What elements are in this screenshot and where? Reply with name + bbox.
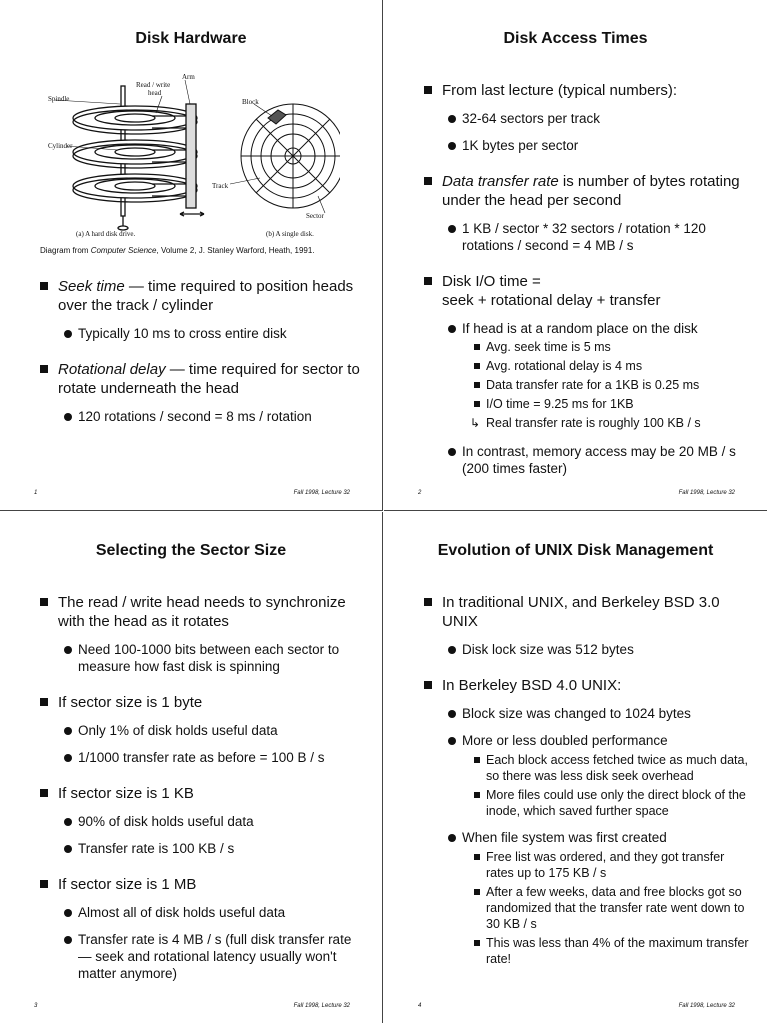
slide-disk-hardware: [0, 0, 383, 511]
diagram-caption: Diagram from Computer Science, Volume 2, J. Stanley Warford, Heath, 1991.: [40, 246, 315, 255]
sub-sub-bullet: Each block access fetched twice as much data, so there was less disk seek overhead: [422, 752, 751, 784]
sub-sub-bullet: Free list was ordered, and they got transfer rates up to 175 KB / s: [422, 849, 751, 881]
label-cylinder: Cylinder: [48, 142, 73, 150]
sub-bullet: 90% of disk holds useful data: [38, 813, 366, 830]
bullet: If sector size is 1 KB: [38, 784, 366, 803]
slide-footer: Fall 1998, Lecture 32: [293, 1003, 350, 1009]
bullet: If sector size is 1 byte: [38, 693, 366, 712]
disk-diagram: [40, 68, 340, 248]
slide-body: [38, 593, 366, 992]
sub-bullet: Typically 10 ms to cross entire disk: [38, 325, 366, 342]
sub-sub-bullet: More files could use only the direct block of the inode, which saved further space: [422, 787, 751, 819]
sub-bullet: Disk lock size was 512 bytes: [422, 641, 751, 658]
arrow-icon: ↳: [470, 416, 481, 430]
single-disk-figure: [230, 104, 340, 213]
sub-bullet: Only 1% of disk holds useful data: [38, 722, 366, 739]
arrow-note: ↳ Real transfer rate is roughly 100 KB / s: [470, 416, 701, 430]
sub-sub-bullet: Data transfer rate for a 1KB is 0.25 ms: [422, 377, 751, 393]
sub-bullet: 1K bytes per sector: [422, 137, 751, 154]
sub-sub-bullet: Avg. seek time is 5 ms: [422, 339, 751, 355]
caption-a: (a) A hard disk drive.: [76, 230, 136, 238]
sub-bullet: 120 rotations / second = 8 ms / rotation: [38, 408, 366, 425]
sub-bullet: 32-64 sectors per track: [422, 110, 751, 127]
sub-bullet: 1/1000 transfer rate as before = 100 B / s: [38, 749, 366, 766]
bullet-data-transfer-rate: Data transfer rate is number of bytes rotating under the head per second: [422, 172, 751, 210]
bullet: In Berkeley BSD 4.0 UNIX:: [422, 676, 751, 695]
slide-title: Evolution of UNIX Disk Management: [437, 542, 714, 559]
bullet: From last lecture (typical numbers):: [422, 81, 751, 100]
slide-title: Selecting the Sector Size: [95, 542, 287, 559]
label-read-write: Read / write: [136, 81, 171, 89]
sub-bullet: Transfer rate is 100 KB / s: [38, 840, 366, 857]
slide-unix-disk-management: [384, 512, 767, 1023]
label-block: Block: [242, 98, 259, 106]
sub-sub-bullet: After a few weeks, data and free blocks got so randomized that the transfer rate went down to 30 KB / s: [422, 884, 751, 932]
sub-bullet: 1 KB / sector * 32 sectors / rotation * 120 rotations / second = 4 MB / s: [422, 220, 751, 254]
slide-body: [38, 277, 366, 435]
slide-title: Disk Access Times: [503, 30, 648, 47]
sub-bullet: Block size was changed to 1024 bytes: [422, 705, 751, 722]
slide-disk-access-times: [384, 0, 767, 511]
sub-sub-bullet: Avg. rotational delay is 4 ms: [422, 358, 751, 374]
slide-number: 2: [418, 490, 422, 496]
slide-number: 4: [418, 1003, 422, 1009]
sub-sub-bullet: This was less than 4% of the maximum transfer rate!: [422, 935, 751, 967]
slide-body: [422, 593, 751, 970]
slide-body: [422, 81, 751, 487]
bullet-seek-time: Seek time — time required to position heads over the track / cylinder: [38, 277, 366, 315]
bullet: The read / write head needs to synchronize with the head as it rotates: [38, 593, 366, 631]
bullet: If sector size is 1 MB: [38, 875, 366, 894]
slide-number: 3: [34, 1003, 38, 1009]
bullet-disk-io-time: Disk I/O time = seek + rotational delay + transfer: [422, 272, 751, 310]
slide-footer: Fall 1998, Lecture 32: [678, 1003, 735, 1009]
slide-footer: Fall 1998, Lecture 32: [678, 490, 735, 496]
slide-footer: Fall 1998, Lecture 32: [293, 490, 350, 496]
sub-bullet: If head is at a random place on the disk: [422, 320, 751, 337]
bullet-rotational-delay: Rotational delay — time required for sector to rotate underneath the head: [38, 360, 366, 398]
slide-number: 1: [34, 490, 38, 496]
label-sector: Sector: [306, 212, 324, 220]
label-track: Track: [212, 182, 229, 190]
sub-bullet: When file system was first created: [422, 829, 751, 846]
sub-sub-bullet: I/O time = 9.25 ms for 1KB: [422, 396, 751, 412]
label-head: head: [148, 89, 162, 97]
disk-stack-figure: [55, 80, 204, 230]
caption-b: (b) A single disk.: [266, 230, 314, 238]
slide-selecting-sector-size: [0, 512, 383, 1023]
sub-bullet: Transfer rate is 4 MB / s (full disk transfer rate — seek and rotational latency usually won't matter anymore): [38, 931, 366, 982]
slide-title: Disk Hardware: [135, 30, 247, 47]
sub-bullet: Almost all of disk holds useful data: [38, 904, 366, 921]
sub-bullet: Need 100-1000 bits between each sector to measure how fast disk is spinning: [38, 641, 366, 675]
bullet: In traditional UNIX, and Berkeley BSD 3.0 UNIX: [422, 593, 751, 631]
label-spindle: Spindle: [48, 95, 70, 103]
sub-bullet: In contrast, memory access may be 20 MB / s (200 times faster): [422, 443, 751, 477]
sub-bullet: More or less doubled performance: [422, 732, 751, 749]
label-arm: Arm: [182, 73, 195, 81]
